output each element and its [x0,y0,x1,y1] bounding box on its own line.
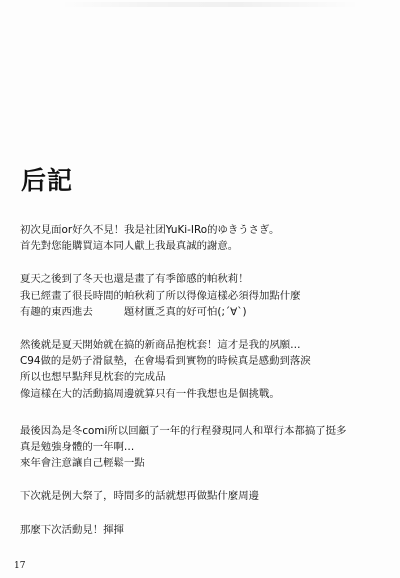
text-line: 首先對您能購買這本同人獻上我最真誠的謝意。 [20,240,239,253]
text-line: 那麼下次活動見！揮揮 [20,523,124,536]
text-line: 夏天之後到了冬天也還是畫了有季節感的帕秋莉！ [20,273,249,286]
page-number: 17 [14,561,26,571]
text-line: 像這樣在大的活動搞周邊就算只有一件我想也是個挑戰。 [20,387,280,400]
scan-smudge [60,2,360,7]
paragraph-winter [20,271,392,320]
text-line: C94做的是奶子滑鼠墊，在會場看到實物的時候真是感動到落淚 [20,355,311,368]
afterword-body [20,222,392,555]
text-line: 下次就是例大祭了，時間多的話就想再做點什麼周邊 [20,490,259,503]
text-line: 初次見面or好久不見！我是社团YuKi-IRo的ゆきうさぎ。 [20,224,280,236]
paragraph-year-review [20,423,392,472]
paragraph-greeting [20,222,392,254]
text-line: 所以也想早點拜見枕套的完成品 [20,371,166,384]
page-title: 后記 [21,166,74,195]
paragraph-farewell [20,522,392,538]
text-line: 來年會注意讓自己輕鬆一點 [20,457,145,470]
text-line: 真是勉強身體的一年啊… [20,441,135,454]
paragraph-pillowcase [20,337,392,402]
text-line: 有趣的東西進去 題材匱乏真的好可怕(;´∀`) [20,305,247,318]
text-line: 然後就是夏天開始就在搞的新商品抱枕套！這才是我的夙願… [20,339,301,352]
text-line: 最後因為是冬comi所以回顧了一年的行程發現同人和單行本都搞了挺多 [20,424,347,437]
text-line: 我已經畫了很長時間的帕秋莉了所以得像這樣必須得加點什麼 [20,289,301,302]
paragraph-next-event [20,488,392,504]
